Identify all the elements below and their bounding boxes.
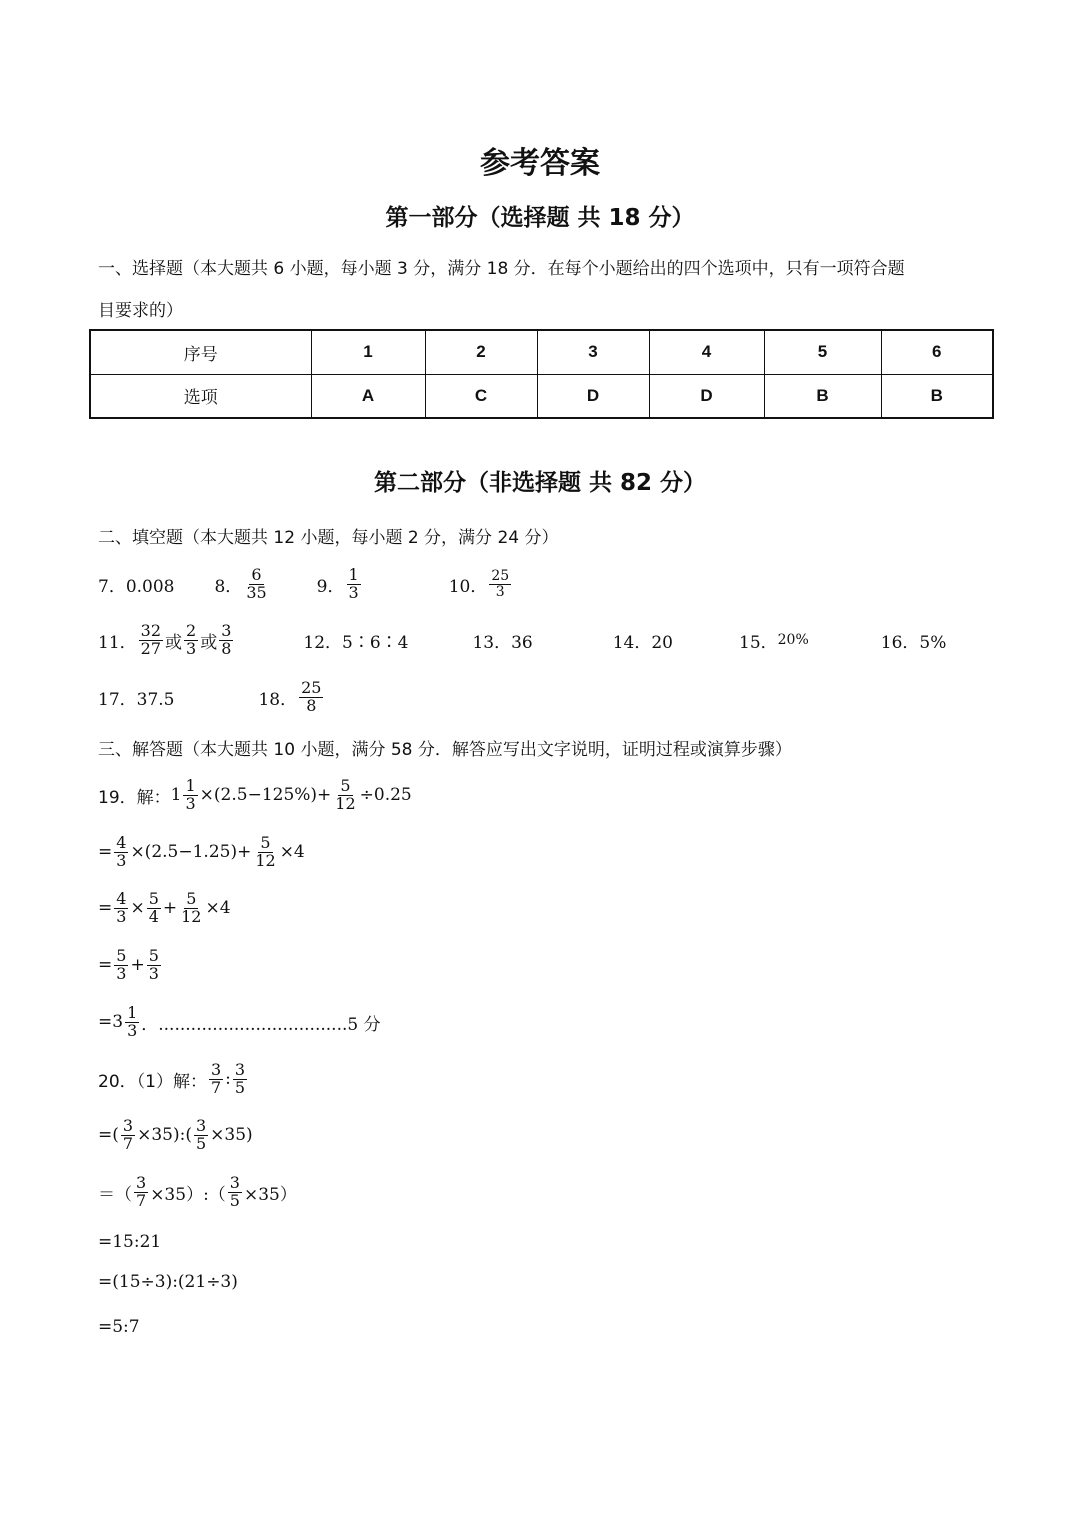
fraction: $\frac{5}{3}$: [148, 945, 159, 983]
expr-text: =: [98, 842, 113, 862]
fraction: $\frac{3}{5}$: [195, 1115, 207, 1153]
part2-heading: 第二部分（非选择题 共 82 分）: [373, 470, 707, 496]
fraction: $\frac{4}{3}$: [116, 832, 127, 870]
expr-text: +: [162, 898, 178, 918]
answer-14: 14．20: [612, 632, 673, 653]
expr-text: +: [130, 955, 145, 975]
fraction: $\frac{3}{7}$: [136, 1172, 147, 1210]
fraction: $\frac{5}{4}$: [148, 888, 159, 926]
table-cell: 5: [764, 330, 881, 374]
answer-8: 8．: [214, 576, 243, 597]
expr-text: ＝（: [98, 1184, 132, 1205]
answer-table: [89, 329, 994, 419]
page-title: 参考答案: [480, 146, 600, 181]
table-row: [90, 374, 993, 418]
q19-line-4: [98, 938, 163, 992]
section1-line2: 目要求的）: [98, 301, 183, 321]
answer-17: 17．37.5: [98, 689, 175, 710]
part1-heading: 第一部分（选择题 共 18 分）: [385, 205, 695, 231]
fill-row-1: [98, 557, 513, 611]
fill-row-2: [98, 613, 946, 667]
table-cell: C: [425, 374, 537, 418]
fraction: $\frac{1}{3}$: [127, 1002, 138, 1040]
table-header-option: 选项: [90, 374, 311, 418]
expr-text: ×35):(: [137, 1125, 192, 1145]
q19-line-3: [98, 881, 231, 935]
section3-heading: 三、解答题（本大题共 10 小题，满分 58 分．解答应写出文字说明，证明过程或演算步骤）: [98, 740, 792, 760]
fraction: $\frac{2}{3}$: [186, 620, 197, 658]
or-text: 或: [200, 632, 218, 653]
table-cell: 1: [311, 330, 425, 374]
table-header-number: 序号: [90, 330, 311, 374]
expr-text: ÷0.25: [359, 785, 412, 805]
q20-line-2: [98, 1108, 253, 1162]
expr-text: ×4: [205, 898, 231, 918]
fraction: $\frac{25}{3}$: [491, 567, 510, 600]
expr-text: =: [98, 955, 113, 975]
q19-line-2: [98, 825, 305, 879]
fraction: $\frac{3}{7}$: [210, 1059, 222, 1097]
table-row: [90, 330, 993, 374]
q20-line-3: [98, 1165, 297, 1219]
table-cell: 3: [537, 330, 649, 374]
expr-text: ×35）:（: [150, 1184, 226, 1205]
table-cell: D: [649, 374, 764, 418]
answer-15-value: 20%: [777, 632, 809, 648]
section1-line1: 一、选择题（本大题共 6 小题，每小题 3 分，满分 18 分．在每个小题给出的四个选项中，只有一项符合题: [98, 259, 905, 279]
expr-text: ×: [130, 898, 145, 918]
expr-text: :: [225, 1069, 231, 1089]
fraction: $\frac{25}{8}$: [301, 677, 322, 715]
answer-10: 10．: [448, 576, 488, 597]
q19-line-1: [98, 768, 412, 822]
fraction: $\frac{3}{8}$: [221, 620, 232, 658]
fraction: $\frac{5}{3}$: [116, 945, 127, 983]
fraction: $\frac{3}{5}$: [229, 1172, 240, 1210]
answer-12: 12．5∶6∶4: [303, 632, 409, 653]
score-note: ．...................................5 分: [141, 1014, 381, 1035]
fraction: $\frac{5}{12}$: [335, 775, 356, 813]
expr-text: 1: [170, 785, 182, 805]
expr-text: ×35): [210, 1125, 253, 1145]
expr-text: =: [98, 898, 113, 918]
fraction: $\frac{5}{12}$: [181, 888, 202, 926]
expr-text: ×(2.5−1.25)+: [130, 842, 252, 862]
fraction: $\frac{6}{35}$: [246, 564, 267, 602]
expr-text: =3: [98, 1012, 124, 1032]
answer-9: 9．: [316, 576, 345, 597]
expr-text: ×4: [279, 842, 305, 862]
fraction: $\frac{4}{3}$: [116, 888, 127, 926]
fraction: $\frac{5}{12}$: [255, 832, 276, 870]
fraction: $\frac{3}{7}$: [122, 1115, 134, 1153]
table-cell: 6: [881, 330, 993, 374]
q20-line-6: =5:7: [98, 1317, 140, 1337]
expr-text: ×35）: [243, 1184, 297, 1205]
table-cell: B: [881, 374, 993, 418]
table-cell: A: [311, 374, 425, 418]
answer-16: 16．5%: [880, 632, 947, 653]
expr-text: ×(2.5−125%)+: [199, 785, 332, 805]
fill-row-3: [98, 670, 325, 724]
answer-13: 13．36: [472, 632, 533, 653]
expr-text: =(: [98, 1125, 119, 1145]
answer-7: 7．0.008: [98, 576, 175, 597]
q20-label: 20．（1）解：: [98, 1071, 207, 1092]
table-cell: D: [537, 374, 649, 418]
q20-line-1: [98, 1052, 249, 1106]
section2-heading: 二、填空题（本大题共 12 小题，每小题 2 分，满分 24 分）: [98, 528, 559, 548]
fraction: $\frac{1}{3}$: [185, 775, 196, 813]
answer-15: 15．: [739, 632, 778, 653]
fraction: $\frac{1}{3}$: [348, 564, 359, 602]
fraction: $\frac{3}{5}$: [234, 1059, 246, 1097]
answer-18: 18．: [258, 689, 298, 710]
fraction: $\frac{32}{27}$: [140, 620, 161, 658]
q19-line-5: [98, 995, 381, 1049]
q19-label: 19．解：: [98, 787, 171, 808]
table-cell: B: [764, 374, 881, 418]
answer-11: 11．: [98, 632, 137, 653]
table-cell: 2: [425, 330, 537, 374]
q20-line-5: =(15÷3):(21÷3): [98, 1272, 238, 1292]
q20-line-4: =15:21: [98, 1232, 162, 1252]
table-cell: 4: [649, 330, 764, 374]
or-text: 或: [165, 632, 182, 653]
